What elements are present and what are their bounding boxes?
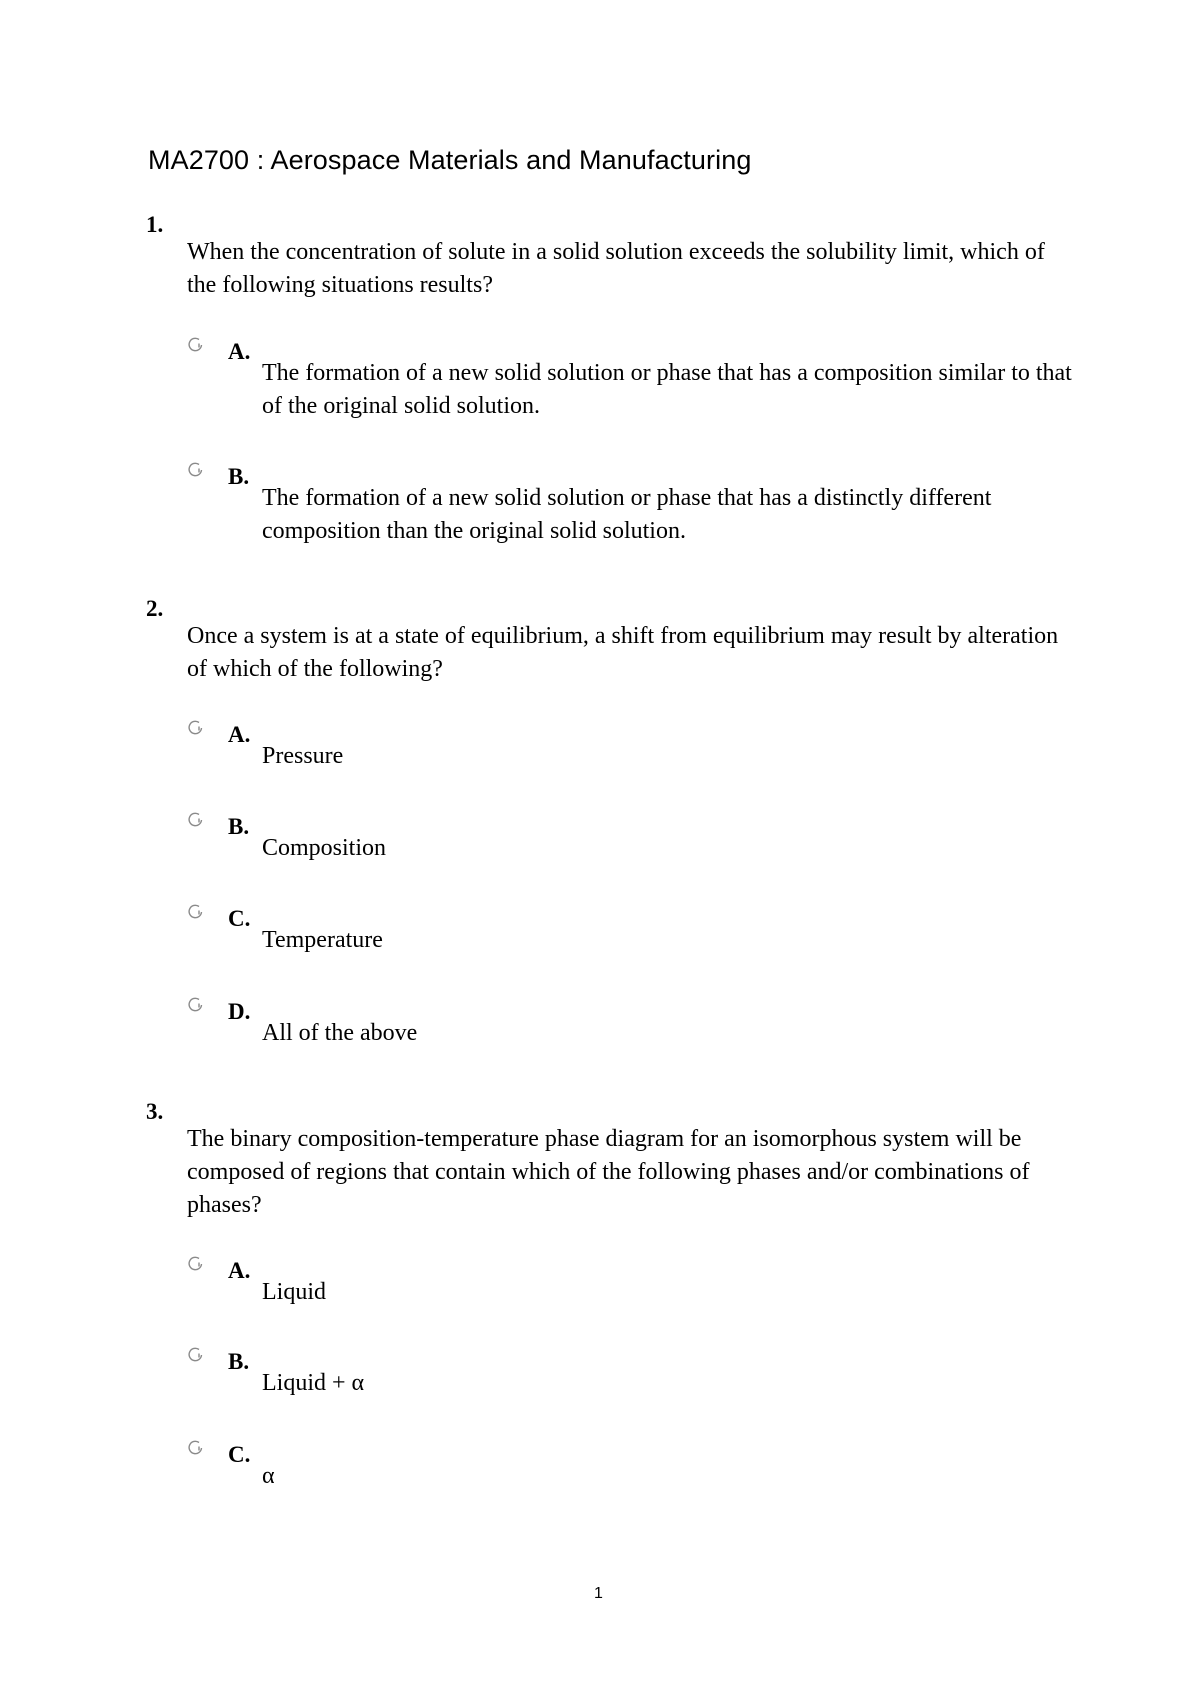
option-text: α [262, 1463, 275, 1489]
option-letter: A. [228, 339, 251, 364]
option-text: All of the above [262, 1020, 418, 1046]
option-letter: B. [228, 814, 250, 839]
question-2-option-b[interactable] [187, 810, 1087, 890]
option-letter: B. [228, 1349, 250, 1374]
option-text: The formation of a new solid solution or phase that has a composition similar to that of the original solid solution. [262, 360, 1072, 419]
question-1-text: When the concentration of solute in a solid solution exceeds the solubility limit, which of the following situations results? [187, 239, 1045, 298]
radio-button-icon[interactable] [187, 460, 205, 478]
option-text: The formation of a new solid solution or phase that has a distinctly different composition than the original solid solution. [262, 485, 992, 544]
radio-button-icon[interactable] [187, 995, 205, 1013]
radio-button-icon[interactable] [187, 902, 205, 920]
question-1-option-b[interactable] [187, 460, 1087, 544]
question-2-option-d[interactable] [187, 995, 1087, 1075]
question-3-text: The binary composition-temperature phase diagram for an isomorphous system will be composed of regions that contain which of the following phases and/or combinations of phases? [187, 1126, 1030, 1218]
option-letter: A. [228, 1258, 251, 1283]
option-text: Temperature [262, 927, 383, 953]
option-letter: A. [228, 722, 251, 747]
radio-button-icon[interactable] [187, 718, 205, 736]
radio-button-icon[interactable] [187, 1438, 205, 1456]
question-2-option-c[interactable] [187, 902, 1087, 982]
question-3-option-c[interactable] [187, 1438, 1087, 1518]
question-3-number: 3. [146, 1099, 164, 1124]
option-letter: B. [228, 464, 250, 489]
question-2-option-a[interactable] [187, 718, 1087, 798]
course-title: MA2700 : Aerospace Materials and Manufacturing [148, 145, 752, 175]
option-text: Liquid + α [262, 1370, 365, 1396]
option-letter: C. [228, 906, 251, 931]
question-3-option-b[interactable] [187, 1345, 1087, 1425]
radio-button-icon[interactable] [187, 810, 205, 828]
page-number: 1 [594, 1585, 603, 1602]
option-letter: C. [228, 1442, 251, 1467]
question-2-text: Once a system is at a state of equilibrium, a shift from equilibrium may result by alteration of which of the following? [187, 623, 1059, 682]
option-text: Composition [262, 835, 387, 861]
question-3-option-a[interactable] [187, 1254, 1087, 1334]
option-letter: D. [228, 999, 251, 1024]
question-1-number: 1. [146, 212, 164, 237]
question-1-option-a[interactable] [187, 335, 1087, 419]
radio-button-icon[interactable] [187, 335, 205, 353]
option-text: Liquid [262, 1279, 326, 1305]
option-text: Pressure [262, 743, 344, 769]
radio-button-icon[interactable] [187, 1254, 205, 1272]
question-2-number: 2. [146, 596, 164, 621]
radio-button-icon[interactable] [187, 1345, 205, 1363]
